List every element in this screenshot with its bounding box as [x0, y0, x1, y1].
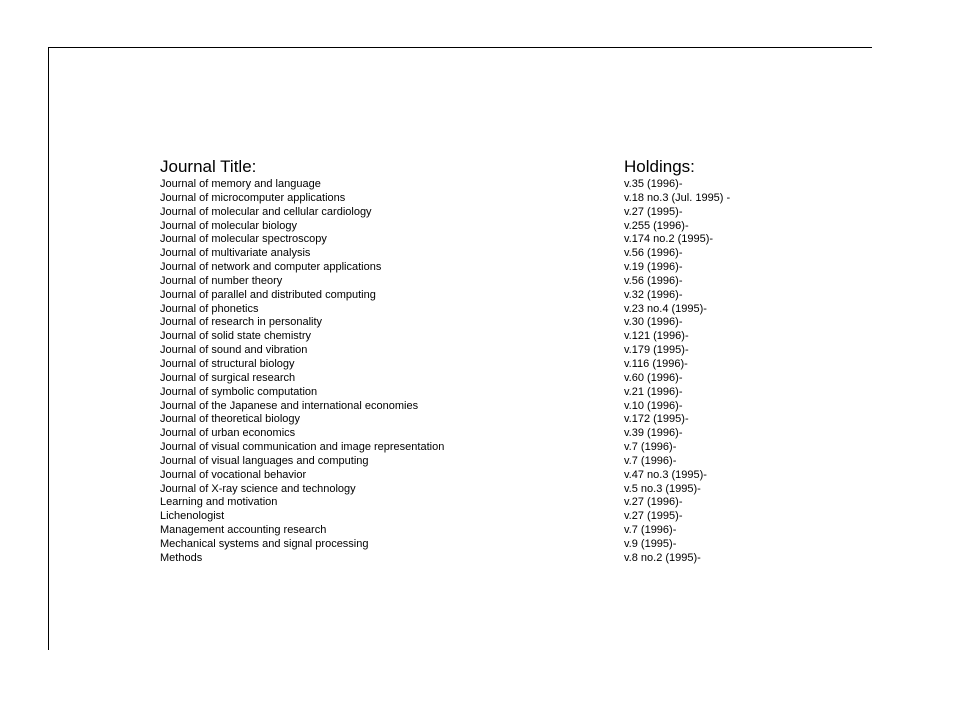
holdings-header: Holdings: [624, 157, 695, 176]
holdings-cell: v.39 (1996)- [624, 427, 683, 440]
holdings-cell: v.172 (1995)- [624, 413, 689, 426]
holdings-cell: v.19 (1996)- [624, 261, 683, 274]
journal-title-cell: Journal of solid state chemistry [160, 330, 312, 343]
journal-title-cell: Journal of sound and vibration [160, 344, 308, 357]
journal-title-cell: Journal of theoretical biology [160, 413, 301, 426]
journal-title-cell: Journal of parallel and distributed computing [160, 288, 376, 301]
journal-title-cell: Learning and motivation [160, 496, 278, 509]
holdings-cell: v.179 (1995)- [624, 344, 689, 357]
frame-top-rule [48, 47, 872, 48]
holdings-cell: v.35 (1996)- [624, 178, 683, 190]
journal-title-cell: Journal of the Japanese and international economies [160, 399, 419, 412]
journal-title-cell: Mechanical systems and signal processing [160, 537, 369, 550]
journal-title-cell: Journal of molecular spectroscopy [160, 233, 327, 246]
journal-title-cell: Journal of vocational behavior [160, 468, 307, 481]
holdings-cell: v.32 (1996)- [624, 288, 683, 301]
holdings-cell: v.47 no.3 (1995)- [624, 468, 707, 481]
holdings-list [624, 178, 844, 566]
journal-title-cell: Journal of molecular biology [160, 219, 297, 232]
holdings-cell: v.7 (1996)- [624, 454, 677, 467]
journal-title-cell: Journal of phonetics [160, 302, 259, 315]
journal-title-cell: Journal of visual languages and computing [160, 454, 369, 467]
journal-title-column [160, 156, 600, 566]
journal-title-header: Journal Title: [160, 157, 257, 176]
journal-title-cell: Management accounting research [160, 524, 327, 537]
holdings-cell: v.60 (1996)- [624, 371, 683, 384]
journal-title-cell: Journal of visual communication and image representation [160, 441, 445, 454]
journal-title-cell: Journal of X-ray science and technology [160, 482, 356, 495]
holdings-cell: v.9 (1995)- [624, 537, 677, 550]
holdings-cell: v.56 (1996)- [624, 247, 683, 260]
holdings-cell: v.7 (1996)- [624, 441, 677, 454]
holdings-cell: v.10 (1996)- [624, 399, 683, 412]
holdings-cell: v.8 no.2 (1995)- [624, 551, 701, 564]
journal-title-cell: Journal of memory and language [160, 178, 321, 190]
holdings-cell: v.18 no.3 (Jul. 1995) - [624, 191, 731, 204]
holdings-cell: v.30 (1996)- [624, 316, 683, 329]
frame-left-rule [48, 47, 49, 650]
journal-title-cell: Journal of multivariate analysis [160, 247, 311, 260]
holdings-cell: v.27 (1995)- [624, 510, 683, 523]
journal-title-cell: Journal of network and computer applications [160, 261, 382, 274]
holdings-cell: v.56 (1996)- [624, 274, 683, 287]
journal-title-cell: Journal of microcomputer applications [160, 191, 346, 204]
holdings-cell: v.5 no.3 (1995)- [624, 482, 701, 495]
journal-title-cell: Journal of molecular and cellular cardiology [160, 205, 372, 218]
journal-title-cell: Journal of symbolic computation [160, 385, 318, 398]
holdings-cell: v.21 (1996)- [624, 385, 683, 398]
journal-title-cell: Journal of number theory [160, 274, 283, 287]
holdings-cell: v.27 (1996)- [624, 496, 683, 509]
journal-title-cell: Journal of research in personality [160, 316, 323, 329]
holdings-cell: v.174 no.2 (1995)- [624, 233, 714, 246]
journal-title-cell: Journal of structural biology [160, 357, 295, 370]
journal-title-list [160, 178, 600, 566]
journal-title-cell: Methods [160, 551, 203, 564]
holdings-cell: v.7 (1996)- [624, 524, 677, 537]
journal-title-cell: Journal of surgical research [160, 371, 296, 384]
holdings-cell: v.27 (1995)- [624, 205, 683, 218]
holdings-cell: v.23 no.4 (1995)- [624, 302, 707, 315]
holdings-cell: v.116 (1996)- [624, 357, 688, 370]
holdings-cell: v.121 (1996)- [624, 330, 689, 343]
journal-title-cell: Lichenologist [160, 510, 225, 523]
holdings-column [624, 156, 844, 566]
journal-title-cell: Journal of urban economics [160, 427, 296, 440]
holdings-cell: v.255 (1996)- [624, 219, 689, 232]
